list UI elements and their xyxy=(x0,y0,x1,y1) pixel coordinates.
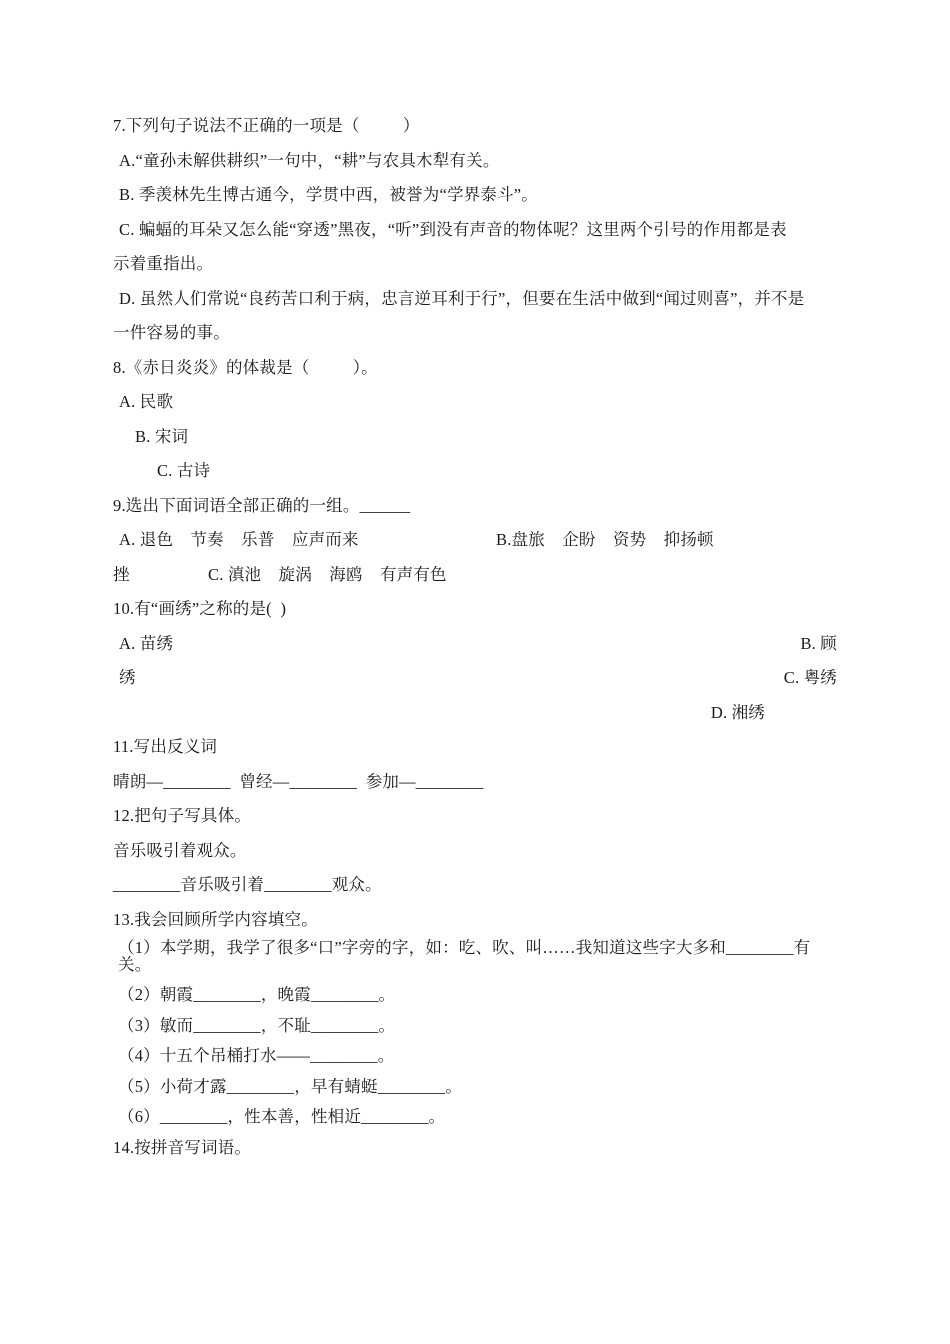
question-12-stem: 12.把句子写具体。 xyxy=(113,806,252,825)
question-9-option-c: C. 滇池 旋涡 海鸥 有声有色 xyxy=(208,564,447,584)
question-9-stem: 9.选出下面词语全部正确的一组。______ xyxy=(113,495,411,515)
question-13-item-5: （5）小荷才露________，早有蜻蜓________。 xyxy=(118,1076,463,1096)
question-7-option-b: B. 季羡林先生博古通今，学贯中西，被誉为“学界泰斗”。 xyxy=(119,185,539,204)
question-8-option-b: B. 宋词 xyxy=(135,426,189,446)
question-10-options-row-3 xyxy=(113,702,837,722)
question-11-stem: 11.写出反义词 xyxy=(113,737,218,756)
question-13-item-4: （4）十五个吊桶打水——________。 xyxy=(118,1046,395,1065)
question-12-answer-blanks: ________音乐吸引着________观众。 xyxy=(113,875,382,894)
question-10-option-d: D. 湘绣 xyxy=(710,702,765,722)
question-7-option-c-continued: 示着重指出。 xyxy=(113,254,214,273)
question-7-option-d: D. 虽然人们常说“良药苦口利于病，忠言逆耳利于行”，但要在生活中做到“闻过则喜”，并不是 xyxy=(119,288,805,308)
question-7-option-c: C. 蝙蝠的耳朵又怎么能“穿透”黑夜，“听”到没有声音的物体呢？这里两个引号的作用都是表 xyxy=(119,219,787,239)
question-10-options-row-2 xyxy=(113,670,837,687)
question-9-option-a: A. 退色 节奏 乐普 应声而来 xyxy=(119,530,359,549)
question-8-option-a: A. 民歌 xyxy=(119,392,174,411)
question-10-option-c: C. 粤绣 xyxy=(783,668,837,687)
question-7-option-a: A.“童孙未解供耕织”一句中，“耕”与农具木犁有关。 xyxy=(119,150,500,170)
question-10-option-a: A. 苗绣 xyxy=(119,633,174,653)
question-11-answer-blanks: 晴朗—________ 曾经—________ 参加—________ xyxy=(113,771,484,791)
question-9-options-row-2 xyxy=(113,564,837,584)
question-13-item-1: （1）本学期，我学了很多“口”字旁的字，如：吃、吹、叫……我知道这些字大多和________有关。 xyxy=(118,938,811,974)
question-12-sentence: 音乐吸引着观众。 xyxy=(113,840,247,860)
question-8-stem: 8.《赤日炎炎》的体裁是（ ）。 xyxy=(113,357,378,377)
question-10-stem: 10.有“画绣”之称的是( ) xyxy=(113,599,287,618)
question-9-option-b-continued: 挫 xyxy=(113,564,130,584)
page-content xyxy=(113,118,837,1174)
question-7-stem: 7.下列句子说法不正确的一项是（ ） xyxy=(113,116,420,135)
question-10-option-b: B. 顾 xyxy=(800,633,837,653)
question-14-stem: 14.按拼音写词语。 xyxy=(113,1137,252,1157)
question-13-item-2: （2）朝霞________，晚霞________。 xyxy=(118,985,396,1004)
question-10-options-row-1 xyxy=(113,633,837,653)
question-8-option-c: C. 古诗 xyxy=(157,461,211,480)
question-9-options-row-1 xyxy=(113,532,837,549)
question-10-option-b-continued: 绣 xyxy=(119,668,136,687)
question-13-item-6: （6）________，性本善，性相近________。 xyxy=(118,1107,446,1126)
question-13-item-3: （3）敏而________，不耻________。 xyxy=(118,1015,396,1035)
question-9-option-b: B.盘旅 企盼 资势 抑扬顿 xyxy=(496,530,714,549)
question-7-option-d-continued: 一件容易的事。 xyxy=(113,323,230,342)
question-13-stem: 13.我会回顾所学内容填空。 xyxy=(113,909,318,929)
